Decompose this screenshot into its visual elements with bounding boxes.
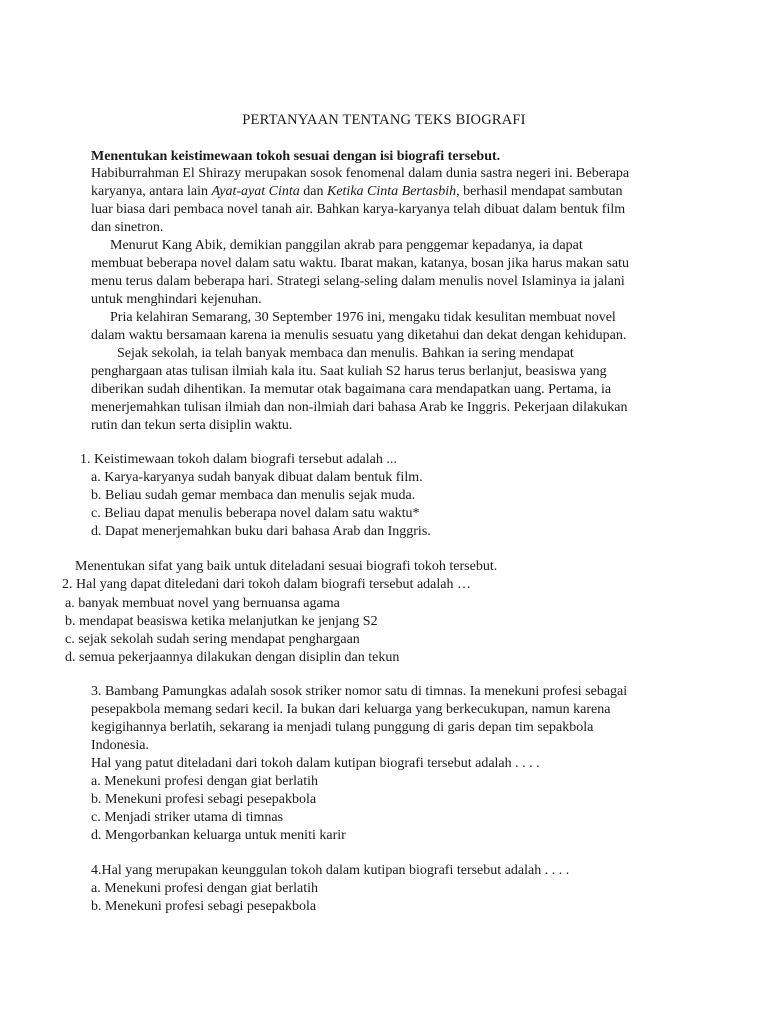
question-passage-line: Indonesia. [91,738,149,753]
passage-line: menerjemahkan tulisan ilmiah dan non-ilmiah dari bahasa Arab ke Inggris. Pekerjaan dilakukan [91,400,628,415]
passage-line: Habiburrahman El Shirazy merupakan sosok fenomenal dalam dunia sastra negeri ini. Beberapa [91,166,630,181]
passage-line: rutin dan tekun serta disiplin waktu. [91,418,293,433]
section1-heading: Menentukan keistimewaan tokoh sesuai dengan isi biografi tersebut. [91,149,501,164]
question-passage-line: 3. Bambang Pamungkas adalah sosok striker nomor satu di timnas. Ia menekuni profesi sebagai [91,684,628,699]
answer-option-c: c. Beliau dapat menulis beberapa novel dalam satu waktu* [91,506,420,521]
question-text: 1. Keistimewaan tokoh dalam biografi tersebut adalah ... [80,452,397,467]
passage-text: dan [299,184,327,199]
passage-line: membuat beberapa novel dalam satu waktu. Ibarat makan, katanya, bosan jika harus makan satu [91,256,630,271]
answer-option-a: a. Karya-karyanya sudah banyak dibuat dalam bentuk film. [91,470,423,485]
passage-line: dan sinetron. [91,220,164,235]
document-title: PERTANYAAN TENTANG TEKS BIOGRAFI [242,112,526,128]
passage-line: Pria kelahiran Semarang, 30 September 1976 ini, mengaku tidak kesulitan membuat novel [110,310,616,325]
passage-text: karyanya, antara lain [91,184,212,199]
answer-option-b: b. Beliau sudah gemar membaca dan menulis sejak muda. [91,488,416,503]
passage-line: menu terus dalam beberapa hari. Strategi selang-seling dalam menulis novel Islaminya ia jalani [91,274,625,289]
answer-option-d: d. Mengorbankan keluarga untuk meniti karir [91,828,346,843]
passage-line: luar biasa dari pembaca novel tanah air. Bahkan karya-karyanya telah dibuat dalam bentuk film [91,202,626,217]
novel-title-2: Ketika Cinta Bertasbih [326,184,457,199]
answer-option-b: b. Menekuni profesi sebagi pesepakbola [91,899,317,914]
question-text: 4.Hal yang merupakan keunggulan tokoh dalam kutipan biografi tersebut adalah . . . . [91,863,570,878]
passage-text: , berhasil mendapat sambutan [456,184,623,199]
answer-option-a: a. Menekuni profesi dengan giat berlatih [91,881,319,896]
passage-line [91,183,623,201]
answer-option-a: a. banyak membuat novel yang bernuansa agama [65,596,340,611]
passage-line: diberikan sudah dihentikan. Ia memutar otak bagaimana cara mendapatkan uang. Pertama, ia [91,382,612,397]
answer-option-b: b. mendapat beasiswa ketika melanjutkan ke jenjang S2 [65,614,378,629]
passage-line: penghargaan atas tulisan ilmiah kala itu. Saat kuliah S2 harus terus berlanjut, beasiswa yang [91,364,607,379]
answer-option-c: c. sejak sekolah sudah sering mendapat penghargaan [65,632,360,647]
answer-option-c: c. Menjadi striker utama di timnas [91,810,284,825]
passage-line: Sejak sekolah, ia telah banyak membaca dan menulis. Bahkan ia sering mendapat [117,346,574,361]
answer-option-a: a. Menekuni profesi dengan giat berlatih [91,774,319,789]
section2-heading: Menentukan sifat yang baik untuk diteladani sesuai biografi tokoh tersebut. [75,559,498,574]
question-passage-line: pesepakbola memang sedari kecil. Ia bukan dari keluarga yang berkecukupan, namun karena [91,702,611,717]
passage-line: untuk menghindari kejenuhan. [91,292,262,307]
question-text: Hal yang patut diteladani dari tokoh dalam kutipan biografi tersebut adalah . . . . [91,756,540,771]
passage-line: dalam waktu bersamaan karena ia menulis sesuatu yang diketahui dan dekat dengan kehidupan. [91,328,627,343]
answer-option-b: b. Menekuni profesi sebagi pesepakbola [91,792,317,807]
passage-line: Menurut Kang Abik, demikian panggilan akrab para penggemar kepadanya, ia dapat [110,238,583,253]
question-text: 2. Hal yang dapat diteledani dari tokoh dalam biografi tersebut adalah … [62,577,471,592]
answer-option-d: d. semua pekerjaannya dilakukan dengan disiplin dan tekun [65,650,400,665]
question-passage-line: kegigihannya berlatih, sekarang ia menjadi tulang punggung di garis depan tim sepakbola [91,720,594,735]
novel-title-1: Ayat-ayat Cinta [211,184,300,199]
answer-option-d: d. Dapat menerjemahkan buku dari bahasa Arab dan Inggris. [91,524,431,539]
